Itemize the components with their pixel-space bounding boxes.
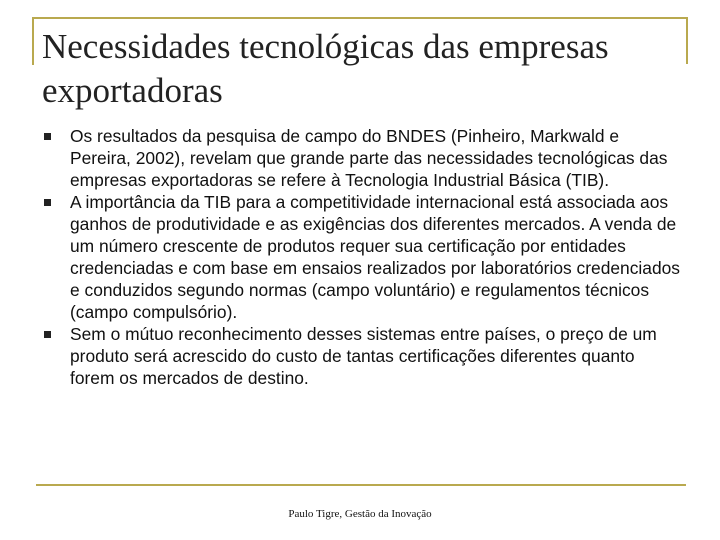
bullet-item <box>42 191 682 323</box>
bullet-list <box>42 125 682 389</box>
square-bullet-icon <box>44 199 51 206</box>
bullet-text: Sem o mútuo reconhecimento desses sistemas entre países, o preço de um produto será acrescido do custo de tantas certificações diferentes quanto forem os mercados de destino. <box>70 324 657 388</box>
square-bullet-icon <box>44 133 51 140</box>
bullet-text: A importância da TIB para a competitividade internacional está associada aos ganhos de produtividade e as exigências dos diferentes mercados. A venda de um número crescente de produtos requer sua certificação por entidades credenciadas e com base em ensaios realizados por laboratórios credenciados e conduzidos segundo normas (campo voluntário) e regulamentos técnicos (campo compulsório). <box>70 192 680 322</box>
slide-title: Necessidades tecnológicas das empresas exportadoras <box>42 27 609 110</box>
bullet-item <box>42 125 682 191</box>
slide-footer: Paulo Tigre, Gestão da Inovação <box>288 508 432 520</box>
frame-top-line <box>32 17 687 19</box>
bullet-item <box>42 323 682 389</box>
frame-left-line <box>32 17 34 65</box>
square-bullet-icon <box>44 331 51 338</box>
bullet-text: Os resultados da pesquisa de campo do BNDES (Pinheiro, Markwald e Pereira, 2002), revelam que grande parte das necessidades tecnológicas das empresas exportadoras se refere à Tecnologia Industrial Básica (TIB). <box>70 126 668 190</box>
frame-right-line <box>686 17 688 64</box>
frame-bottom-line <box>36 484 686 486</box>
